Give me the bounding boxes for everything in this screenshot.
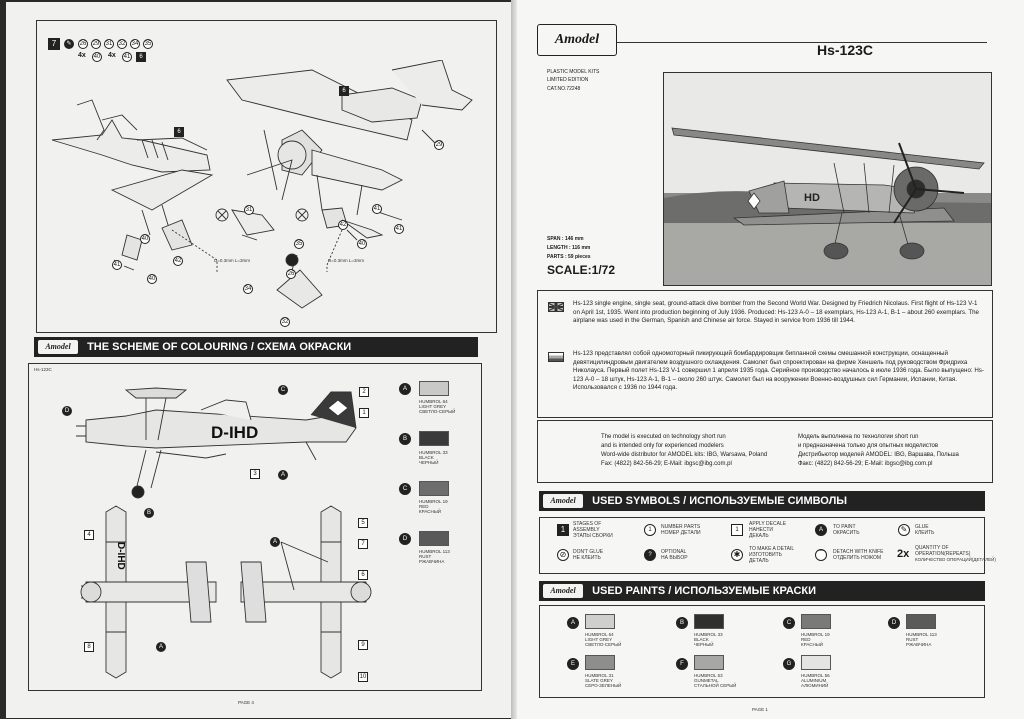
part-ref-35: 35	[144, 41, 152, 47]
paint-swatch-f	[694, 655, 724, 670]
symbol-label: OPTIONAL	[661, 549, 687, 555]
step-number-badge: 7	[48, 38, 60, 50]
part-ref-41: 41	[123, 54, 131, 60]
callout-31: 31	[245, 207, 253, 213]
kit-line: PLASTIC MODEL KITS	[547, 69, 600, 75]
uk-flag-icon	[548, 302, 564, 312]
info-line: Word-wide distributor for AMODEL kits: IBG, Warsawa, Poland	[601, 452, 768, 458]
colour-scheme-title: THE SCHEME OF COLOURING / СХЕМА ОКРАСКИ	[87, 341, 352, 353]
callout-32: 32	[281, 319, 289, 325]
paint-letter-c: C	[399, 483, 411, 495]
history-text-en: Hs-123 single engine, single seat, ground-attack dive bomber from the Second World War. Designed by Friedrich Nicolaus. First flight of Hs-123 V-1 on April 1st, 1935. Went into production beginning of July 1936. Produced: Hs-123 A-0 – 18 exemplars, Hs-123 A-1, B-1 – about 260 exemplars. The airplane was used in the German, Spanish and Chinese air force. Stayed in service from 1936 till 1944.	[573, 300, 979, 325]
info-line-ru: Дистрибьютор моделей AMODEL: IBG, Варшава, Польша	[798, 452, 959, 458]
callout-42: 42	[339, 222, 347, 228]
info-line: and is intended only for experienced modelers	[601, 443, 724, 449]
callout-41: 41	[395, 226, 403, 232]
symbol-label: OPERATION(REPEATS)	[915, 551, 971, 557]
paint-swatch-a	[419, 381, 449, 396]
used-paints-title: USED PAINTS / ИСПОЛЬЗУЕМЫЕ КРАСКИ	[592, 585, 817, 597]
symbol-label: STAGES OF	[573, 521, 602, 527]
colour-callout-a: A	[270, 537, 280, 547]
quantity-label: 4x	[108, 52, 116, 59]
symbol-label: TO MAKE A DETAIL	[749, 546, 795, 552]
symbol-label: NUMBER PARTS	[661, 524, 701, 530]
callout-40: 40	[148, 276, 156, 282]
paint-swatch-b	[419, 431, 449, 446]
decal-ref: 9	[358, 640, 368, 650]
paint-code: HUMBROL 19	[801, 632, 830, 637]
symbol-label: ОТДЕЛИТЬ НОЖОМ	[833, 555, 882, 561]
optional-icon: ?	[644, 549, 656, 561]
paint-name-ru: РЖАВЧИНА	[906, 642, 932, 647]
catalogue-number: CAT.NO.72248	[547, 86, 581, 92]
used-symbols-header	[539, 491, 985, 511]
paint-swatch-c	[419, 481, 449, 496]
paint-swatch-d	[906, 614, 936, 629]
logo-text: Amodel	[554, 32, 600, 47]
info-line-ru: Модель выполнена по технологии short run	[798, 434, 919, 440]
paint-name-ru: РЖАВЧИНА	[419, 559, 445, 564]
paint-code: HUMBROL 64	[419, 399, 448, 404]
aircraft-photo	[663, 72, 992, 286]
colour-callout-c: C	[278, 385, 288, 395]
paint-code: HUMBROL 113	[419, 549, 450, 554]
decal-ref: 3	[250, 469, 260, 479]
model-title: Hs-123C	[817, 42, 874, 58]
part-number-icon: 1	[644, 524, 656, 536]
paint-name: SLATE GREY	[585, 678, 613, 683]
callout-34: 34	[244, 286, 252, 292]
paint-name: RUST	[419, 554, 432, 559]
paint-name-ru: СТАЛЬНОЙ СЕРЫЙ	[694, 683, 737, 688]
amodel-logo: Amodel	[543, 584, 583, 598]
quantity-icon: 2x	[897, 548, 910, 560]
paint-letter-b: B	[399, 433, 411, 445]
callout-40: 40	[141, 236, 149, 242]
page-number: PAGE 1	[752, 707, 768, 712]
paint-code: HUMBROL 64	[585, 632, 614, 637]
paint-name: RED	[801, 637, 811, 642]
callout-35: 35	[295, 241, 303, 247]
symbol-label: TO PAINT	[833, 524, 856, 530]
symbol-label: ДЕКАЛЬ	[749, 533, 769, 539]
symbol-label: НЕ КЛЕИТЬ	[573, 555, 601, 561]
paint-swatch-g	[801, 655, 831, 670]
symbol-label: DON'T GLUE	[573, 549, 604, 555]
glue-icon: ✎	[898, 524, 910, 536]
paint-code: HUMBROL 53	[694, 673, 723, 678]
symbol-label: DETACH WITH KNIFE	[833, 549, 884, 555]
instruction-page-left	[6, 2, 511, 718]
underwing-registration: D-IHD	[115, 542, 126, 570]
header-rule	[617, 42, 987, 43]
assembly-stage-icon: 1	[557, 524, 569, 536]
paint-swatch-c	[801, 614, 831, 629]
info-line: Fax: (4822) 842-56-29; E-Mail: ibgsc@ibg.com.pl	[601, 461, 732, 467]
paint-code: HUMBROL 33	[419, 450, 448, 455]
paint-letter-b: B	[676, 617, 688, 629]
side-view-drawing	[66, 380, 366, 505]
paint-letter-e: E	[567, 658, 579, 670]
registration-marking: D-IHD	[211, 423, 259, 442]
symbol-label: APPLY DECALE	[749, 521, 787, 527]
plan-views-drawing	[66, 502, 376, 687]
sub-step-badge: 6	[136, 52, 146, 62]
quantity-label: 4x	[78, 52, 86, 59]
kit-line: LIMITED EDITION	[547, 77, 589, 83]
colour-callout-a: A	[156, 642, 166, 652]
paint-name-ru: ЧЕРНЫЙ	[694, 642, 714, 647]
paint-name-ru: КРАСНЫЙ	[419, 509, 441, 514]
glue-icon: ✎	[64, 39, 74, 49]
paint-letter-c: C	[783, 617, 795, 629]
spec-length: LENGTH : 116 mm	[547, 245, 591, 251]
paint-swatch-b	[694, 614, 724, 629]
paint-name-ru: СВЕТЛО-СЕРЫЙ	[585, 642, 622, 647]
paint-name: BLACK	[694, 637, 709, 642]
paint-name: BLACK	[419, 455, 434, 460]
page-number: PAGE 4	[238, 700, 254, 705]
used-paints-header	[539, 581, 985, 601]
sub-step-badge: 6	[174, 127, 184, 137]
paint-name-ru: СЕРО-ЗЕЛЕНЫЙ	[585, 683, 622, 688]
paint-letter-a: A	[567, 617, 579, 629]
part-ref-26: 26	[79, 41, 87, 47]
dont-glue-icon: ⊘	[557, 549, 569, 561]
sub-step-badge: 6	[339, 86, 349, 96]
symbol-label: НОМЕР ДЕТАЛИ	[661, 530, 701, 536]
symbol-label: НА ВЫБОР	[661, 555, 688, 561]
paint-swatch-a	[585, 614, 615, 629]
part-ref-31: 31	[105, 41, 113, 47]
symbol-label: ASSEMBLY	[573, 527, 600, 533]
spec-span: SPAN : 146 mm	[547, 236, 584, 242]
paint-letter-d: D	[399, 533, 411, 545]
symbol-label: НАНЕСТИ	[749, 527, 773, 533]
decal-ref: 8	[84, 642, 94, 652]
paint-name: LIGHT GREY	[585, 637, 613, 642]
decal-ref: 6	[358, 570, 368, 580]
part-ref-40: 40	[93, 54, 101, 60]
symbol-label: ЭТАПЫ СБОРКИ	[573, 533, 613, 539]
decal-ref: 1	[359, 408, 369, 418]
part-ref-32: 32	[118, 41, 126, 47]
info-line: The model is executed on technology short run	[601, 434, 726, 440]
paint-name: ALUMINIUM	[801, 678, 827, 683]
paint-code: HUMBROL 19	[419, 499, 448, 504]
info-line-ru: Факс: (4822) 842-56-29; E-Mail: ibgsc@ibg.com.pl	[798, 461, 933, 467]
callout-42: 42	[174, 258, 182, 264]
paint-icon: A	[815, 524, 827, 536]
paint-name-ru: КРАСНЫЙ	[801, 642, 823, 647]
callout-41: 41	[113, 262, 121, 268]
part-ref-34: 34	[131, 41, 139, 47]
paint-letter-g: G	[783, 658, 795, 670]
colour-callout-b: B	[144, 508, 154, 518]
paint-letter-a: A	[399, 383, 411, 395]
decal-ref: 7	[358, 539, 368, 549]
amodel-logo	[537, 24, 617, 56]
paint-code: HUMBROL 113	[906, 632, 937, 637]
callout-26: 26	[287, 271, 295, 277]
paint-name: RED	[419, 504, 429, 509]
model-label: Hs-123C	[34, 367, 52, 372]
paint-name-ru: СВЕТЛО-СЕРЫЙ	[419, 409, 456, 414]
scale-label: SCALE:1/72	[547, 263, 616, 277]
symbol-label: КОЛИЧЕСТВО ОПЕРАЦИЙ(ДЕТАЛЕЙ)	[915, 557, 996, 562]
paint-code: HUMBROL 56	[801, 673, 830, 678]
info-line-ru: и предназначена только для опытных моделистов	[798, 443, 939, 449]
symbol-label: ИЗГОТОВИТЬ	[749, 552, 782, 558]
russian-flag-icon	[548, 352, 564, 362]
photo-registration: HD	[804, 192, 820, 204]
paint-code: HUMBROL 31	[585, 673, 614, 678]
assembly-drawing	[42, 60, 492, 330]
paint-name: RUST	[906, 637, 919, 642]
callout-40: 40	[358, 241, 366, 247]
callout-41: 41	[373, 206, 381, 212]
dimension-label: D=0.3mm L=3mm	[328, 258, 365, 263]
decal-ref: 2	[359, 387, 369, 397]
make-detail-icon: ✱	[731, 549, 743, 561]
decal-ref: 4	[84, 530, 94, 540]
callout-29: 29	[435, 142, 443, 148]
paint-name: LIGHT GREY	[419, 404, 447, 409]
paint-name: GUNMETAL	[694, 678, 719, 683]
decal-ref: 5	[358, 518, 368, 528]
symbol-label: GLUE	[915, 524, 929, 530]
paint-letter-f: F	[676, 658, 688, 670]
spec-parts: PARTS : 59 pieces	[547, 254, 591, 260]
knife-icon: ⌒	[817, 550, 825, 559]
amodel-logo: Amodel	[38, 340, 78, 354]
symbol-label: QUANTITY OF	[915, 545, 949, 551]
dimension-label: D=0.3mm L=3mm	[214, 258, 251, 263]
part-ref-29: 29	[92, 41, 100, 47]
colour-callout-a: A	[278, 470, 288, 480]
amodel-logo: Amodel	[543, 494, 583, 508]
history-text-ru: Hs-123 представлял собой одномоторный пикирующий бомбардировщик бипланной схемы смешанной конструкции, оснащенный девятицилиндровым двигателем воздушного охлаждения. Самолет был спроектирован на фирме Хеншель под руководством Фридриха Николауса. Первый полет Hs-123 V-1 совершил 1 апреля 1935 года. Серийное производство началось в июле 1936 года. Было выпущено: Hs-123 A-0 – 18 штук, Hs-123 A-1, B-1 – около 260 штук. Самолет был на вооружении Военно-воздушных сил Германии, Испании, Китая. Использовался с 1936 по 1944 года.	[573, 350, 984, 392]
colour-callout-d: D	[62, 406, 72, 416]
decal-icon: 1	[731, 524, 743, 536]
symbol-label: ДЕТАЛЬ	[749, 558, 769, 564]
symbol-label: ОКРАСИТЬ	[833, 530, 860, 536]
instruction-page-right	[517, 0, 1024, 719]
paint-swatch-d	[419, 531, 449, 546]
symbol-label: КЛЕИТЬ	[915, 530, 935, 536]
paint-name-ru: ЧЕРНЫЙ	[419, 460, 439, 465]
colour-scheme-header	[34, 337, 478, 357]
paint-code: HUMBROL 33	[694, 632, 723, 637]
paint-letter-d: D	[888, 617, 900, 629]
paint-name-ru: АЛЮМИНИЙ	[801, 683, 829, 688]
paint-swatch-e	[585, 655, 615, 670]
decal-ref: 10	[359, 674, 367, 680]
used-symbols-title: USED SYMBOLS / ИСПОЛЬЗУЕМЫЕ СИМВОЛЫ	[592, 495, 848, 507]
